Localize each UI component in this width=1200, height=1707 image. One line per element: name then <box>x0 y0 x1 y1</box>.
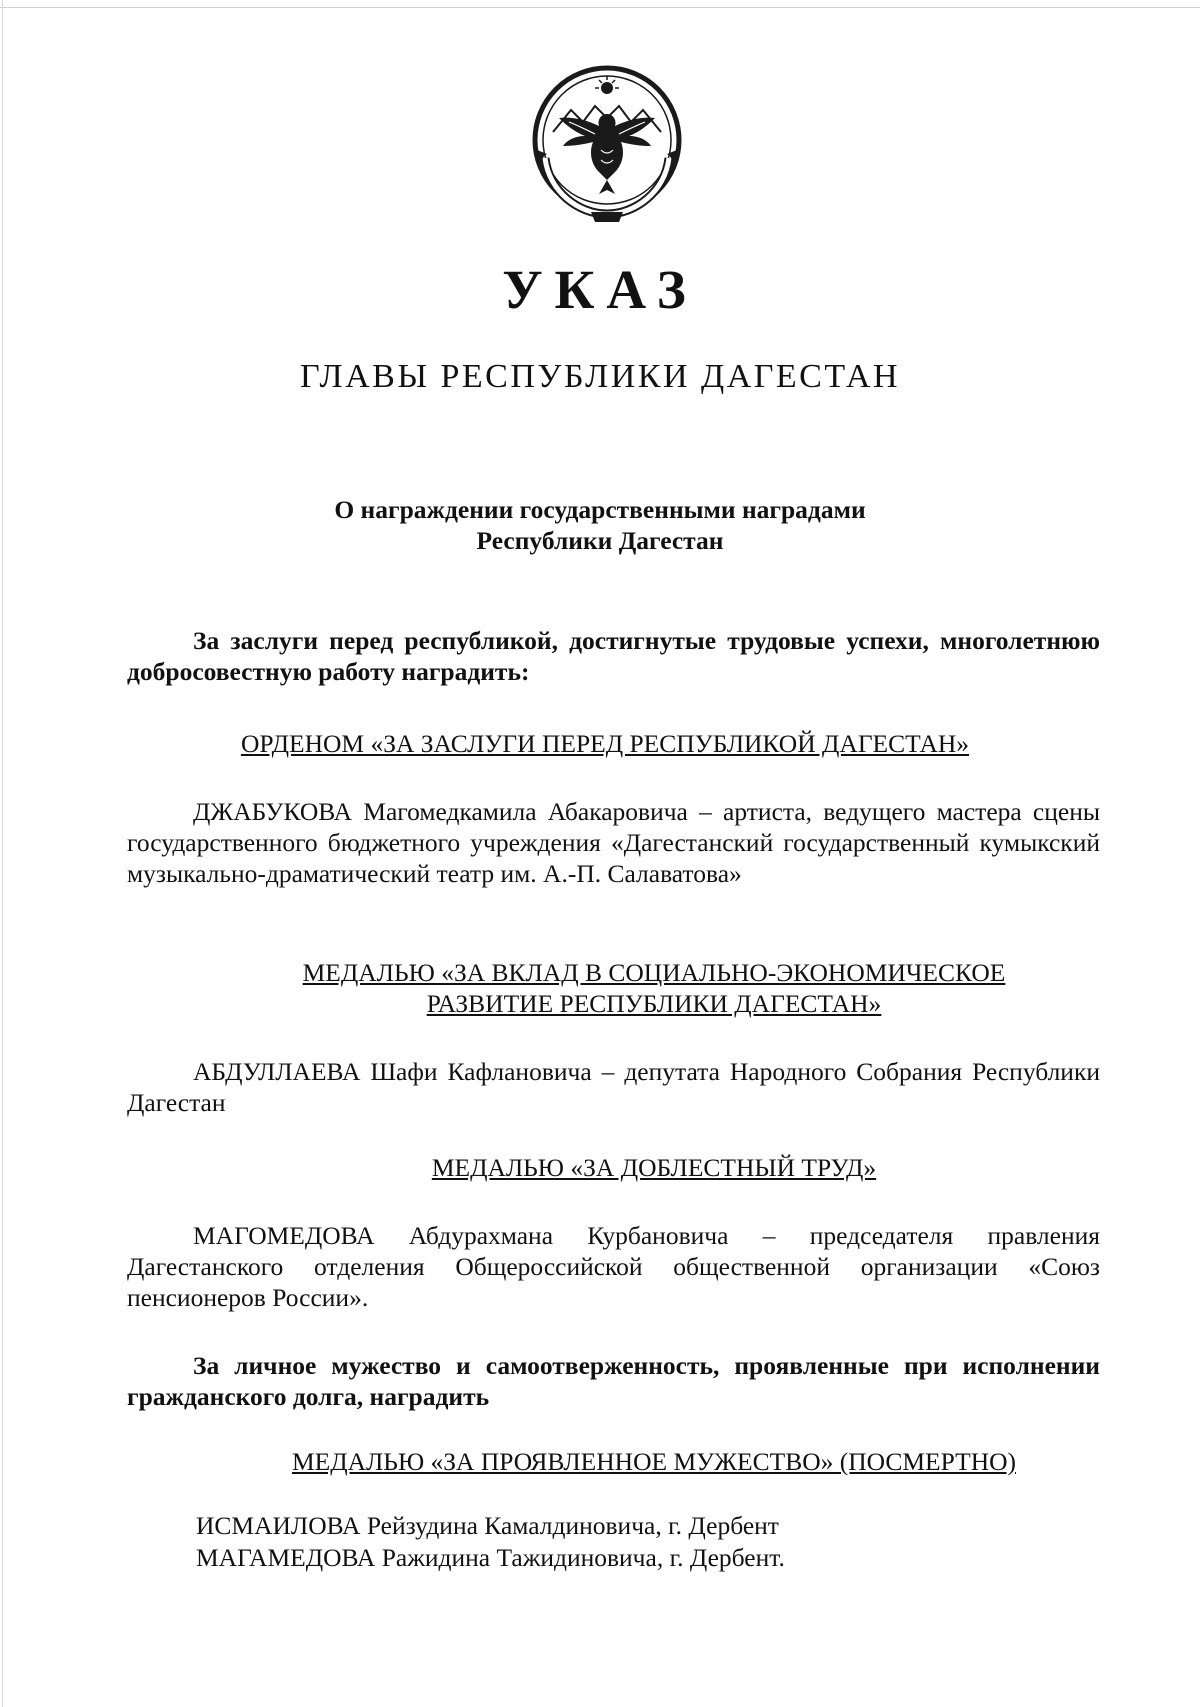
intro-text-1: За заслуги перед республикой, достигнутые трудовые успехи, многолетнюю добросовестную работу наградить: <box>127 626 1100 686</box>
coat-of-arms-of-dagestan-icon <box>523 62 691 230</box>
scan-edge-top <box>0 7 1200 8</box>
award-heading-medal-contribution-line1: МЕДАЛЬЮ «ЗА ВКЛАД В СОЦИАЛЬНО-ЭКОНОМИЧЕСКОЕ <box>302 958 1006 987</box>
intro-text-2: За личное мужество и самоотверженность, проявленные при исполнении гражданского долга, наградить <box>127 1351 1100 1411</box>
decree-heading-line2: Республики Дагестан <box>476 526 724 555</box>
award-heading-medal-courage: МЕДАЛЬЮ «ЗА ПРОЯВЛЕННОЕ МУЖЕСТВО» (ПОСМЕРТНО) <box>291 1447 1017 1476</box>
award-recipient-3 <box>127 1220 1100 1313</box>
recipient-text-1: ДЖАБУКОВА Магомедкамила Абакаровича – артиста, ведущего мастера сцены государственного бюджетного учреждения «Дагестанский государственный кумыкский музыкально-драматический театр им. А.-П. Салаватова» <box>127 797 1100 888</box>
recipient-text-2: АБДУЛЛАЕВА Шафи Кафлановича – депутата Народного Собрания Республики Дагестан <box>127 1057 1100 1117</box>
decree-heading-line1: О награждении государственными наградами <box>334 495 866 524</box>
award-recipient-1 <box>127 796 1100 889</box>
scan-edge-left <box>2 0 3 1707</box>
page-title: УКАЗ <box>502 259 698 320</box>
award-heading-medal-contribution-line2: РАЗВИТИЕ РЕСПУБЛИКИ ДАГЕСТАН» <box>426 989 882 1018</box>
award-heading-medal-labor: МЕДАЛЬЮ «ЗА ДОБЛЕСТНЫЙ ТРУД» <box>431 1153 877 1182</box>
award-recipient-2 <box>127 1056 1100 1118</box>
award-recipient-4: ИСМАИЛОВА Рейзудина Камалдиновича, г. Дербент <box>196 1511 779 1540</box>
intro-paragraph-2 <box>127 1350 1100 1412</box>
recipient-text-3: МАГОМЕДОВА Абдурахмана Курбановича – председателя правления Дагестанского отделения Общероссийской общественной организации «Союз пенсионеров России». <box>127 1221 1100 1312</box>
award-recipient-5: МАГАМЕДОВА Ражидина Тажидиновича, г. Дербент. <box>196 1543 785 1572</box>
intro-paragraph-1 <box>127 625 1100 687</box>
page-subtitle: ГЛАВЫ РЕСПУБЛИКИ ДАГЕСТАН <box>299 358 901 395</box>
award-heading-order: ОРДЕНОМ «ЗА ЗАСЛУГИ ПЕРЕД РЕСПУБЛИКОЙ ДАГЕСТАН» <box>240 729 970 758</box>
